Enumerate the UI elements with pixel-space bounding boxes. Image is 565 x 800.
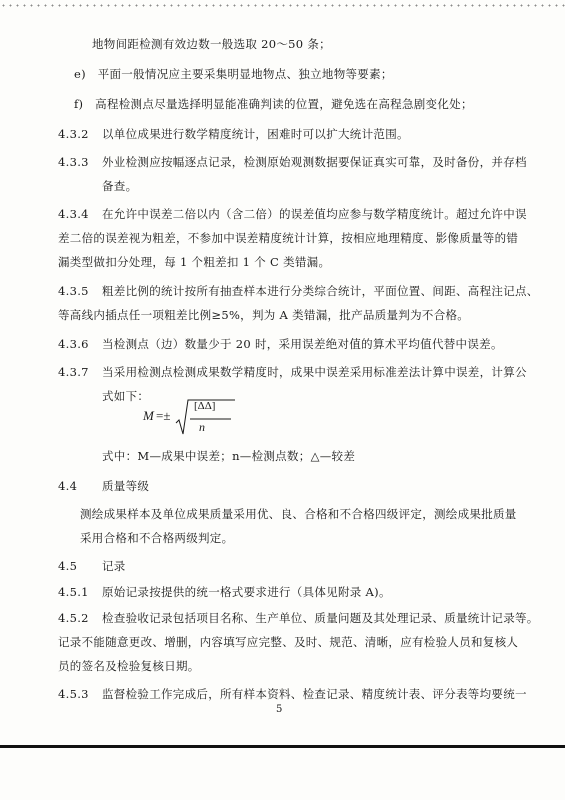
clause-4-5-2: 4.5.2 检查验收记录包括项目名称、生产单位、质量问题及其处理记录、质量统计记录等。: [58, 611, 539, 625]
clause-4-3-2: 4.3.2 以单位成果进行数学精度统计，困难时可以扩大统计范围。: [58, 127, 409, 141]
formula-numerator: [ΔΔ]: [194, 400, 216, 412]
clause-4-3-5: 4.3.5 粗差比例的统计按所有抽查样本进行分类综合统计，平面位置、间距、高程注记点、: [58, 284, 539, 298]
text-line: 采用合格和不合格两级判定。: [80, 531, 234, 545]
top-edge-dots: [0, 4, 565, 7]
text-line: 员的签名及检验复核日期。: [58, 659, 200, 673]
text-line: 记录不能随意更改、增删，内容填写应完整、及时、规范、清晰，应有检验人员和复核人: [58, 635, 519, 649]
section-4-4-heading: 4.4 质量等级: [58, 479, 150, 493]
list-item-f: f) 高程检测点尽量选择明显能准确判读的位置，避免选在高程急剧变化处；: [74, 97, 473, 111]
clause-4-5-3: 4.5.3 监督检验工作完成后，所有样本资料、检查记录、精度统计表、评分表等均要统一: [58, 687, 527, 701]
rmse-formula: [143, 398, 253, 438]
clause-4-3-7: 4.3.7 当采用检测点检测成果数学精度时，成果中误差采用标准差法计算中误差，计算公: [58, 365, 527, 379]
list-item-e: e) 平面一般情况应主要采集明显地物点、独立地物等要素；: [74, 67, 393, 81]
page-number: 5: [276, 704, 283, 715]
formula-lhs: M: [143, 408, 154, 423]
text-line: 式如下：: [102, 389, 150, 403]
text-line: 地物间距检测有效边数一般选取 20～50 条；: [92, 37, 331, 51]
text-line: 备查。: [102, 179, 138, 193]
formula-legend: 式中：M—成果中误差；n—检测点数；△—较差: [102, 449, 356, 463]
clause-4-3-3: 4.3.3 外业检测应按幅逐点记录，检测原始观测数据要保证真实可靠，及时备份，并存档: [58, 155, 527, 169]
clause-4-3-4: 4.3.4 在允许中误差二倍以内（含二倍）的误差值均应参与数学精度统计。超过允许中误: [58, 207, 527, 221]
formula-denominator: n: [199, 420, 205, 434]
formula-eq: =±: [156, 408, 171, 423]
text-line: 测绘成果样本及单位成果质量采用优、良、合格和不合格四级评定，测绘成果批质量: [80, 507, 517, 521]
section-4-5-heading: 4.5 记录: [58, 559, 126, 573]
clause-4-5-1: 4.5.1 原始记录按提供的统一格式要求进行（具体见附录 A)。: [58, 585, 391, 599]
text-line: 等高线内插点任一项粗差比例≥5%，判为 A 类错漏，批产品质量判为不合格。: [58, 308, 470, 322]
bottom-rule: [0, 745, 565, 748]
text-line: 差二倍的误差视为粗差，不参加中误差精度统计计算，按相应地理精度、影像质量等的错: [58, 231, 519, 245]
clause-4-3-6: 4.3.6 当检测点（边）数量少于 20 时，采用误差绝对值的算术平均值代替中误差。: [58, 337, 503, 351]
text-line: 漏类型做扣分处理，每 1 个粗差扣 1 个 C 类错漏。: [58, 255, 331, 269]
